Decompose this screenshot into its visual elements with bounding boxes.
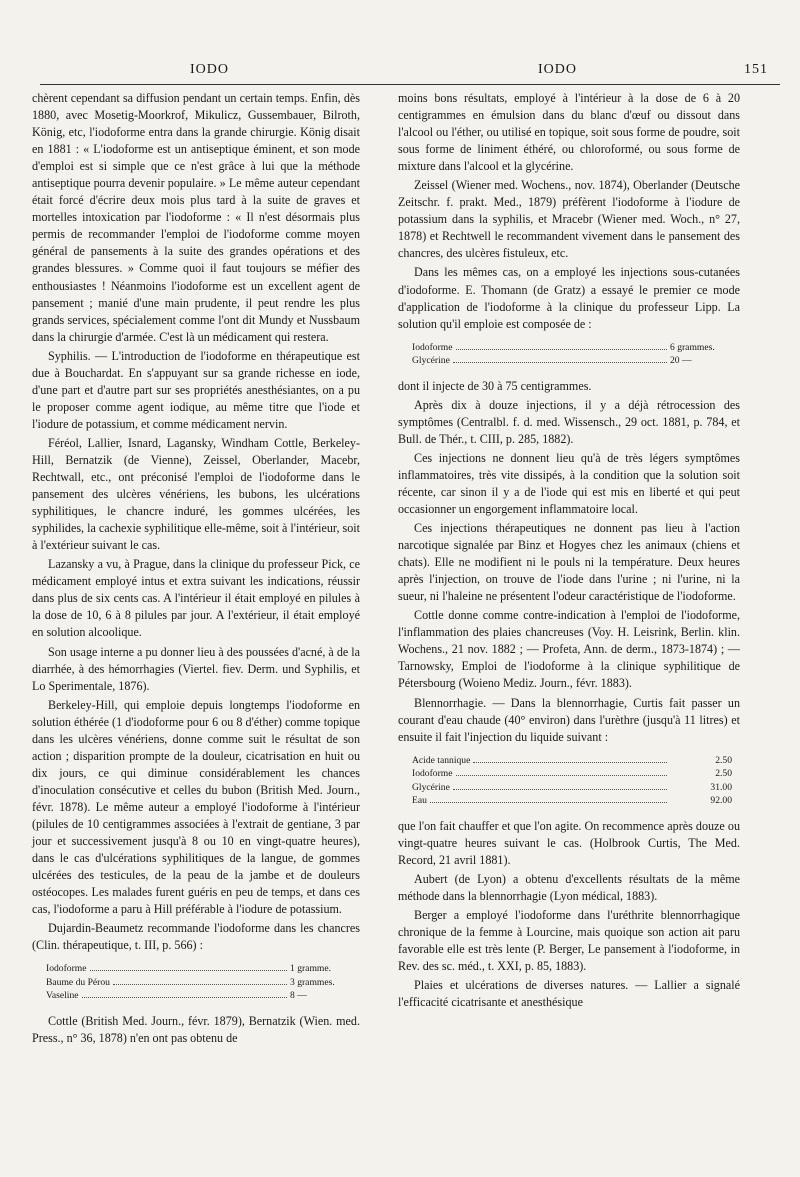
formula-row: Eau 92.00 [412,795,732,807]
formula-row: Acide tannique 2.50 [412,754,732,766]
running-header [40,62,780,82]
paragraph: que l'on fait chauffer et que l'on agite. On recommence après douze ou vingt-quatre heures suivant le cas. (Holbrook Curtis, The Med. Record, 21 avril 1881). [398,818,740,867]
paragraph: Dujardin-Beaumetz recommande l'iodoforme dans les chancres (Clin. thérapeutique, t. III, p. 566) : [32,921,360,953]
right-running-title: IODO [538,62,577,77]
paragraph: Ces injections thérapeutiques ne donnent pas lieu à l'action narcotique signalée par Binz et Hogyes chez les animaux (chiens et chats). Elle ne modifient ni le pouls ni la température. Deux heures après l'injection, on trouve de l'iode dans l'urine ; ni l'urine, ni la sueur, ni l'haleine ne présentent l'odeur caractéristique de l'iodoforme. [398,521,740,604]
right-column [398,90,740,1011]
paragraph: dont il injecte de 30 à 75 centigrammes. [398,378,592,393]
formula-row: Iodoforme 2.50 [412,768,732,780]
paragraph: Cottle donne comme contre-indication à l'emploi de l'iodoforme, l'inflammation des plaies chancreuses (Voy. H. Leisrink, Berlin. klin. Wochens., 21 nov. 1882 ; — Profeta, Ann. de derm., 1873-1874) ; — Tarnowsky, Emploi de l'iodoforme à la clinique syphilitique de Pétersbourg (Woieno Mediz. Journ., févr. 1883). [398,608,740,691]
prescription-formula [46,962,352,1003]
formula-row: Iodoforme 6 grammes. [412,341,715,353]
formula-row: Iodoforme 1 gramme. [46,963,332,975]
paragraph-blennorrhagie: Blennorrhagie. — Dans la blennorrhagie, Curtis fait passer un courant d'eau chaude (40° environ) dans l'urèthre (jusqu'à 11 litres) et ensuite il fait l'injection du liquide suivant : [398,695,740,744]
paragraph: Ces injections ne donnent lieu qu'à de très légers symptômes inflammatoires, très vite dissipés, à la condition que la solution soit récente, car sinon il y a de l'iode qui est mis en liberté et qui peut occasionner un engorgement inflammatoire local. [398,450,740,516]
paragraph: Aubert (de Lyon) a obtenu d'excellents résultats de la même méthode dans la blennorrhagie (Lyon médical, 1883). [398,871,740,903]
paragraph: Cottle (British Med. Journ., févr. 1879), Bernatzik (Wien. med. Press., n° 36, 1878) n'en ont pas obtenu de [32,1013,360,1045]
paragraph: Zeissel (Wiener med. Wochens., nov. 1874), Oberlander (Deutsche Zeitschr. f. prakt. Med., 1879) préfèrent l'iodoforme à l'iodure de potassium dans la syphilis, et Mracebr (Wiener med. Woch., n° 27, 1878) et Rechtwell le recommandent vivement dans le pansement des chancres, des ulcères fistuleux, etc. [398,178,740,261]
prescription-formula [412,341,732,368]
paragraph: Berger a employé l'iodoforme dans l'uréthrite blennorrhagique chronique de la femme à Lourcine, mais quoique son action ait paru favorable elle est très lente (P. Berger, Le pansement à l'iodoforme, in Rev. des sc. méd., t. XXI, p. 85, 1883). [398,907,740,974]
paragraph: Après dix à douze injections, il y a déjà rétrocession des symptômes (Centralbl. f. d. med. Wissensch., 29 oct. 1881, p. 784, et Bull. de Thér., t. CIII, p. 285, 1882). [398,397,740,446]
formula-row: Vaseline 8 — [46,990,307,1002]
paragraph: Lazansky a vu, à Prague, dans la clinique du professeur Pick, ce médicament employé intus et extra suivant les indications, réussir dans plus de six cents cas. A l'intérieur il était employé en pilules à la dose de 10, 6 à 8 pilules par jour. A l'extérieur, il était employé en solution alcoolique. [32,557,360,640]
paragraph-plaies: Plaies et ulcérations de diverses natures. — Lallier a signalé l'efficacité cicatrisante et anesthésique [398,978,740,1010]
left-column [32,90,360,1047]
paragraph: moins bons résultats, employé à l'intérieur à la dose de 6 à 20 centigrammes en émulsion dans du blanc d'œuf ou dissout dans l'alcool ou l'éther, ou utilisé en topique, soit sous forme de poudre, soit sous forme de liniment éthéré, ou chloroformé, ou sous forme de mixture dans l'alcool et la glycérine. [398,91,740,174]
left-running-title: IODO [190,62,229,77]
paragraph: chèrent cependant sa diffusion pendant un certain temps. Enfin, dès 1880, avec Mosetig-Moorkrof, Mikulicz, Gussembauer, Bilroth, König, etc, l'iodoforme entra dans la grande chirurgie. König disait en 1881 : « L'iodoforme est un antiseptique éminent, et son mode d'emploi est si simple que ce n'est grâce à lui que la méthode antiseptique pourra devenir populaire. » Le même auteur cependant était forcé d'écrire deux mois plus tard à la suite de graves et mortelles intoxication par l'iodoforme : « Il n'est désormais plus permis de recommander l'emploi de l'iodoforme comme moyen général de pansements à la suite des grandes opérations et des grandes blessures. » Comme quoi il faut toujours se méfier des enthousiastes ! Néanmoins l'iodoforme est un excellent agent de pansement ; manié d'une main prudente, il peut rendre les plus grands services, spécialement comme l'ont dit Mundy et Nussbaum dans la chirurgie d'armée. C'est là un médicament qui restera. [32,91,360,344]
formula-row: Baume du Pérou 3 grammes. [46,976,335,988]
paragraph: Berkeley-Hill, qui emploie depuis longtemps l'iodoforme en solution éthérée (1 d'iodoforme pour 6 ou 8 d'éther) comme topique dans les ulcères vénériens, donne comme suit le résultat de son action ; disparition prompte de la douleur, cicatrisation en huit ou dix jours, ce qui diminue considérablement les chances d'inoculation consécutive et celles du bubon (British Med. Journ., févr. 1878). Le même auteur a employé l'iodoforme à l'intérieur (pilules de 10 centigrammes associées à l'extrait de gentiane, 3 par jour et successivement jusqu'à 8 ou 10 en vingt-quatre heures), dans le cas d'ulcérations syphilitiques de la langue, de gommes ulcérées des testicules, de la peau de la jambe et de douleurs ostéocopes. Les malades furent guéris en peu de temps, et dans ces cas, l'iodoforme a paru à Hill préférable à l'iodure de potassium. [32,697,360,917]
paragraph: Féréol, Lallier, Isnard, Lagansky, Windham Cottle, Berkeley-Hill, Bernatzik (de Vienne), Zeissel, Oberlander, Macebr, Rechtwall, etc., ont préconisé l'emploi de l'iodoforme dans le pansement des ulcères vénériens, les bubons, les ulcérations syphilitiques, le chancre induré, les gommes ulcérées, les syphilides, la cachexie syphilitique elle-même, soit à l'intérieur, soit à l'extérieur suivant le cas. [32,435,360,553]
page-number: 151 [744,62,768,77]
prescription-formula [412,754,732,808]
paragraph: Son usage interne a pu donner lieu à des poussées d'acné, à de la diarrhée, à des hémorrhagies (Viertel. fiev. Derm. und Syphilis, et Lo Sperimentale, 1876). [32,644,360,693]
paragraph: Dans les mêmes cas, on a employé les injections sous-cutanées d'iodoforme. E. Thomann (de Gratz) a essayé le premier ce mode d'application de l'iodoforme à la clinique du professeur Lipp. La solution qu'il emploie est composée de : [398,265,740,331]
header-rule [40,84,780,85]
formula-row: Glycérine 31.00 [412,781,732,793]
formula-row: Glycérine 20 — [412,355,692,367]
paragraph-syphilis: Syphilis. — L'introduction de l'iodoforme en thérapeutique est due à Bouchardat. En s'appuyant sur sa grande richesse en iode, d'une part et d'autre part sur ses propriétés anesthésiantes, on a pu le proposer comme agent iodique, au même titre que l'iode et l'iodure de potassium, et comme médicament nervin. [32,348,360,431]
